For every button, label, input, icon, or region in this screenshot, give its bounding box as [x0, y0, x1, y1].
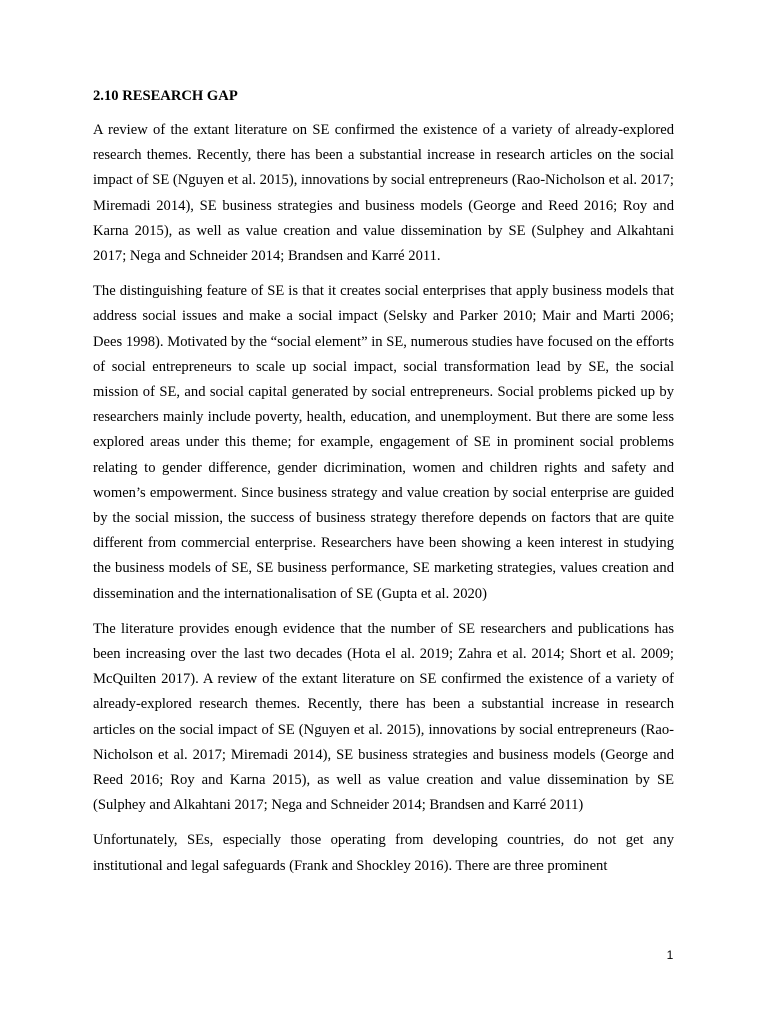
paragraph-1: A review of the extant literature on SE confirmed the existence of a variety of already-explored research themes. Recently, there has been a substantial increase in research articles on the social impact of SE (Nguyen et al. 2015), innovations by social entrepreneurs (Rao-Nicholson et al. 2017; Miremadi 2014), SE business strategies and business models (George and Reed 2016; Roy and Karna 2015), as well as value creation and value dissemination by SE (Sulphey and Alkahtani 2017; Nega and Schneider 2014; Brandsen and Karré 2011. [93, 122, 674, 265]
document-page [93, 86, 674, 889]
paragraph-2: The distinguishing feature of SE is that it creates social enterprises that apply business models that address social issues and make a social impact (Selsky and Parker 2010; Mair and Marti 2006; Dees 1998). Motivated by the “social element” in SE, numerous studies have focused on the efforts of social entrepreneurs to scale up social impact, social transformation lead by SE, the social mission of SE, and social capital generated by social entrepreneurs. Social problems picked up by researchers mainly include poverty, health, education, and unemployment. But there are some less explored areas under this theme; for example, engagement of SE in prominent social problems relating to gender difference, gender dicrimination, women and children rights and safety and women’s empowerment. Since business strategy and value creation by social enterprise are guided by the social mission, the success of business strategy therefore depends on factors that are quite different from commercial enterprise. Researchers have been showing a keen interest in studying the business models of SE, SE business performance, SE marketing strategies, values creation and dissemination and the internationalisation of SE (Gupta et al. 2020) [93, 283, 674, 602]
paragraph-4: Unfortunately, SEs, especially those operating from developing countries, do not get any institutional and legal safeguards (Frank and Shockley 2016). There are three prominent [93, 832, 674, 874]
paragraph-3: The literature provides enough evidence that the number of SE researchers and publications has been increasing over the last two decades (Hota el al. 2019; Zahra et al. 2014; Short et al. 2009; McQuilten 2017). A review of the extant literature on SE confirmed the existence of a variety of already-explored research themes. Recently, there has been a substantial increase in research articles on the social impact of SE (Nguyen et al. 2015), innovations by social entrepreneurs (Rao-Nicholson et al. 2017; Miremadi 2014), SE business strategies and business models (George and Reed 2016; Roy and Karna 2015), as well as value creation and value dissemination by SE (Sulphey and Alkahtani 2017; Nega and Schneider 2014; Brandsen and Karré 2011) [93, 620, 674, 814]
page-number: 1 [666, 948, 674, 962]
section-heading: 2.10 RESEARCH GAP [93, 88, 238, 104]
